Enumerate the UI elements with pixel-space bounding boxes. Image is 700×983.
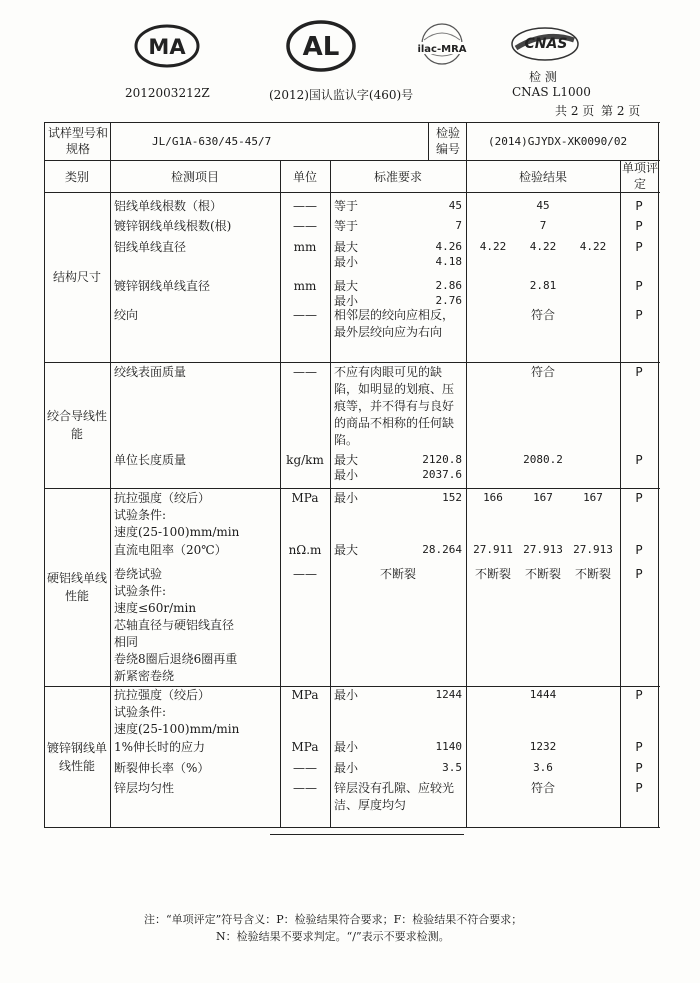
item-condition: 速度≤60r/min xyxy=(114,601,197,615)
unit-value: kg/km xyxy=(286,453,324,467)
category-label: 镀锌钢线单线性能 xyxy=(46,740,107,773)
item-name: 绞向 xyxy=(114,308,139,322)
standard-value: 2.86 xyxy=(435,279,462,292)
item-name: 锌层均匀性 xyxy=(114,781,175,795)
result-value: 符合 xyxy=(530,781,555,795)
cal-number: (2012)国认监认字(460)号 xyxy=(269,88,414,102)
item-name: 抗拉强度（绞后） xyxy=(114,688,211,702)
result-value: 符合 xyxy=(530,308,555,322)
col-header-item: 检测项目 xyxy=(170,170,219,184)
table-line xyxy=(428,122,429,160)
table-line xyxy=(658,122,659,827)
col-header-unit: 单位 xyxy=(292,170,317,184)
result-value: 27.913 xyxy=(523,543,563,556)
standard-text: 锌层没有孔隙、应较光洁、厚度均匀 xyxy=(334,781,455,812)
result-value: 4.22 xyxy=(529,240,557,253)
item-name: 抗拉强度（绞后） xyxy=(114,491,211,505)
cal-logo xyxy=(286,20,356,72)
judgment-value: P xyxy=(635,740,643,754)
table-line xyxy=(44,192,660,193)
item-name: 绞线表面质量 xyxy=(114,365,187,379)
item-condition: 试验条件: xyxy=(114,705,167,719)
unit-value: —— xyxy=(293,365,317,379)
item-condition: 试验条件: xyxy=(114,508,167,522)
judgment-value: P xyxy=(635,567,643,581)
result-value: 不断裂 xyxy=(524,567,561,581)
item-name: 1%伸长时的应力 xyxy=(114,740,206,754)
unit-value: —— xyxy=(293,219,317,233)
standard-value: 28.264 xyxy=(422,543,462,556)
item-name: 镀锌钢线单线根数(根) xyxy=(114,219,232,233)
judgment-value: P xyxy=(635,781,643,795)
standard-qualifier: 最大 xyxy=(334,453,359,467)
standard-qualifier: 最小 xyxy=(334,688,359,702)
judgment-value: P xyxy=(635,365,643,379)
unit-value: —— xyxy=(293,308,317,322)
result-value: 167 xyxy=(533,491,553,504)
col-header-standard: 标准要求 xyxy=(373,170,422,184)
standard-value: 7 xyxy=(455,219,462,232)
cnas-label: 检 测 xyxy=(529,70,557,84)
judgment-value: P xyxy=(635,761,643,775)
standard-qualifier: 最小 xyxy=(334,491,359,505)
report-label: 检验编号 xyxy=(435,126,460,156)
inspection-table xyxy=(44,122,660,850)
item-condition: 速度(25-100)mm/min xyxy=(114,722,240,736)
table-line xyxy=(44,827,660,828)
item-name: 单位长度质量 xyxy=(114,453,187,467)
unit-value: —— xyxy=(293,199,317,213)
report-value: (2014)GJYDX-XK0090/02 xyxy=(488,135,628,148)
model-label: 试样型号和规格 xyxy=(48,126,109,156)
judgment-value: P xyxy=(635,279,643,293)
result-value: 2080.2 xyxy=(523,453,563,466)
unit-value: —— xyxy=(293,761,317,775)
result-value: 4.22 xyxy=(479,240,507,253)
table-line xyxy=(44,160,660,161)
table-line xyxy=(466,160,467,827)
legend-note-line-1: 注：“单项评定”符号含义：P：检验结果符合要求；F：检验结果不符合要求； xyxy=(144,913,523,926)
cnas-number: CNAS L1000 xyxy=(512,85,591,99)
col-header-judgment: 单项评定 xyxy=(622,161,659,191)
judgment-value: P xyxy=(635,308,643,322)
standard-qualifier: 最小 xyxy=(334,294,359,308)
svg-text:AL: AL xyxy=(302,32,340,62)
judgment-value: P xyxy=(635,199,643,213)
judgment-value: P xyxy=(635,219,643,233)
item-condition: 相同 xyxy=(114,635,139,649)
item-condition: 新紧密卷绕 xyxy=(114,669,175,683)
category-label: 硬铝线单线性能 xyxy=(46,571,107,603)
unit-value: MPa xyxy=(291,740,319,754)
svg-text:MA: MA xyxy=(148,35,186,59)
item-name: 断裂伸长率（%） xyxy=(114,761,210,775)
standard-value: 3.5 xyxy=(442,761,462,774)
legend-note-line-2: N：检验结果不要求判定。“/”表示不要求检测。 xyxy=(216,930,450,943)
standard-qualifier: 最小 xyxy=(334,761,359,775)
standard-value: 152 xyxy=(442,491,462,504)
standard-qualifier: 最大 xyxy=(334,543,359,557)
standard-qualifier: 等于 xyxy=(334,199,359,213)
ilac-mra-logo xyxy=(412,22,472,68)
category-label: 结构尺寸 xyxy=(52,270,101,284)
category-label: 绞合导线性能 xyxy=(46,409,107,441)
standard-qualifier: 最小 xyxy=(334,740,359,754)
judgment-value: P xyxy=(635,491,643,505)
unit-value: MPa xyxy=(291,491,319,505)
unit-value: mm xyxy=(293,240,317,254)
result-value: 不断裂 xyxy=(474,567,511,581)
item-name: 卷绕试验 xyxy=(114,567,163,581)
standard-qualifier: 等于 xyxy=(334,219,359,233)
result-value: 3.6 xyxy=(533,761,553,774)
judgment-value: P xyxy=(635,240,643,254)
col-header-result: 检验结果 xyxy=(518,170,567,184)
standard-qualifier: 最小 xyxy=(334,255,359,269)
item-name: 铝线单线直径 xyxy=(114,240,187,254)
standard-value: 2120.8 xyxy=(422,453,462,466)
result-value: 27.913 xyxy=(573,543,613,556)
standard-qualifier: 最大 xyxy=(334,240,359,254)
svg-text:CNAS: CNAS xyxy=(524,36,568,52)
table-line xyxy=(330,160,331,827)
table-line xyxy=(44,362,660,363)
result-value: 45 xyxy=(536,199,550,212)
table-line xyxy=(466,122,467,160)
svg-text:ilac-MRA: ilac-MRA xyxy=(417,44,467,55)
page-total: 共 2 页 xyxy=(555,104,595,118)
standard-value: 45 xyxy=(448,199,462,212)
item-name: 镀锌钢线单线直径 xyxy=(114,279,211,293)
unit-value: nΩ.m xyxy=(288,543,322,557)
table-line xyxy=(44,122,45,827)
unit-value: —— xyxy=(293,781,317,795)
unit-value: —— xyxy=(293,567,317,581)
result-value: 1232 xyxy=(529,740,557,753)
item-condition: 试验条件: xyxy=(114,584,167,598)
end-divider xyxy=(270,834,464,835)
model-value: JL/G1A-630/45-45/7 xyxy=(152,135,272,148)
result-value: 不断裂 xyxy=(574,567,611,581)
page-number: 第 2 页 xyxy=(601,104,641,118)
standard-value: 4.26 xyxy=(435,240,462,253)
standard-text: 不应有肉眼可见的缺陷，如明显的划痕、压痕等，并不得有与良好的商品不相称的任何缺陷。 xyxy=(334,365,455,447)
table-line xyxy=(110,122,111,827)
standard-value: 2037.6 xyxy=(422,468,462,481)
judgment-value: P xyxy=(635,688,643,702)
table-line xyxy=(44,122,660,123)
cma-number: 2012003212Z xyxy=(125,86,210,100)
item-condition: 卷绕8圈后退绕6圈再重 xyxy=(114,652,238,666)
item-condition: 芯轴直径与硬铝线直径 xyxy=(114,618,235,632)
result-value: 2.81 xyxy=(529,279,557,292)
standard-text: 相邻层的绞向应相反，最外层绞向应为右向 xyxy=(334,308,455,339)
item-name: 直流电阻率（20℃） xyxy=(114,543,227,557)
unit-value: MPa xyxy=(291,688,319,702)
judgment-value: P xyxy=(635,453,643,467)
standard-value: 4.18 xyxy=(435,255,462,268)
standard-qualifier: 最小 xyxy=(334,468,359,482)
col-header-category: 类别 xyxy=(64,170,89,184)
standard-value: 2.76 xyxy=(435,294,462,307)
table-line xyxy=(44,488,660,489)
result-value: 167 xyxy=(583,491,603,504)
result-value: 7 xyxy=(539,219,547,232)
unit-value: mm xyxy=(293,279,317,293)
result-value: 166 xyxy=(483,491,503,504)
result-value: 4.22 xyxy=(579,240,607,253)
judgment-value: P xyxy=(635,543,643,557)
standard-value: 1244 xyxy=(435,688,462,701)
result-value: 符合 xyxy=(530,365,555,379)
cnas-logo xyxy=(510,24,580,64)
item-name: 铝线单线根数（根） xyxy=(114,199,223,213)
standard-text: 不断裂 xyxy=(379,567,416,581)
item-condition: 速度(25-100)mm/min xyxy=(114,525,240,539)
standard-qualifier: 最大 xyxy=(334,279,359,293)
result-value: 1444 xyxy=(529,688,557,701)
result-value: 27.911 xyxy=(473,543,513,556)
cma-logo xyxy=(134,24,200,68)
standard-value: 1140 xyxy=(435,740,462,753)
